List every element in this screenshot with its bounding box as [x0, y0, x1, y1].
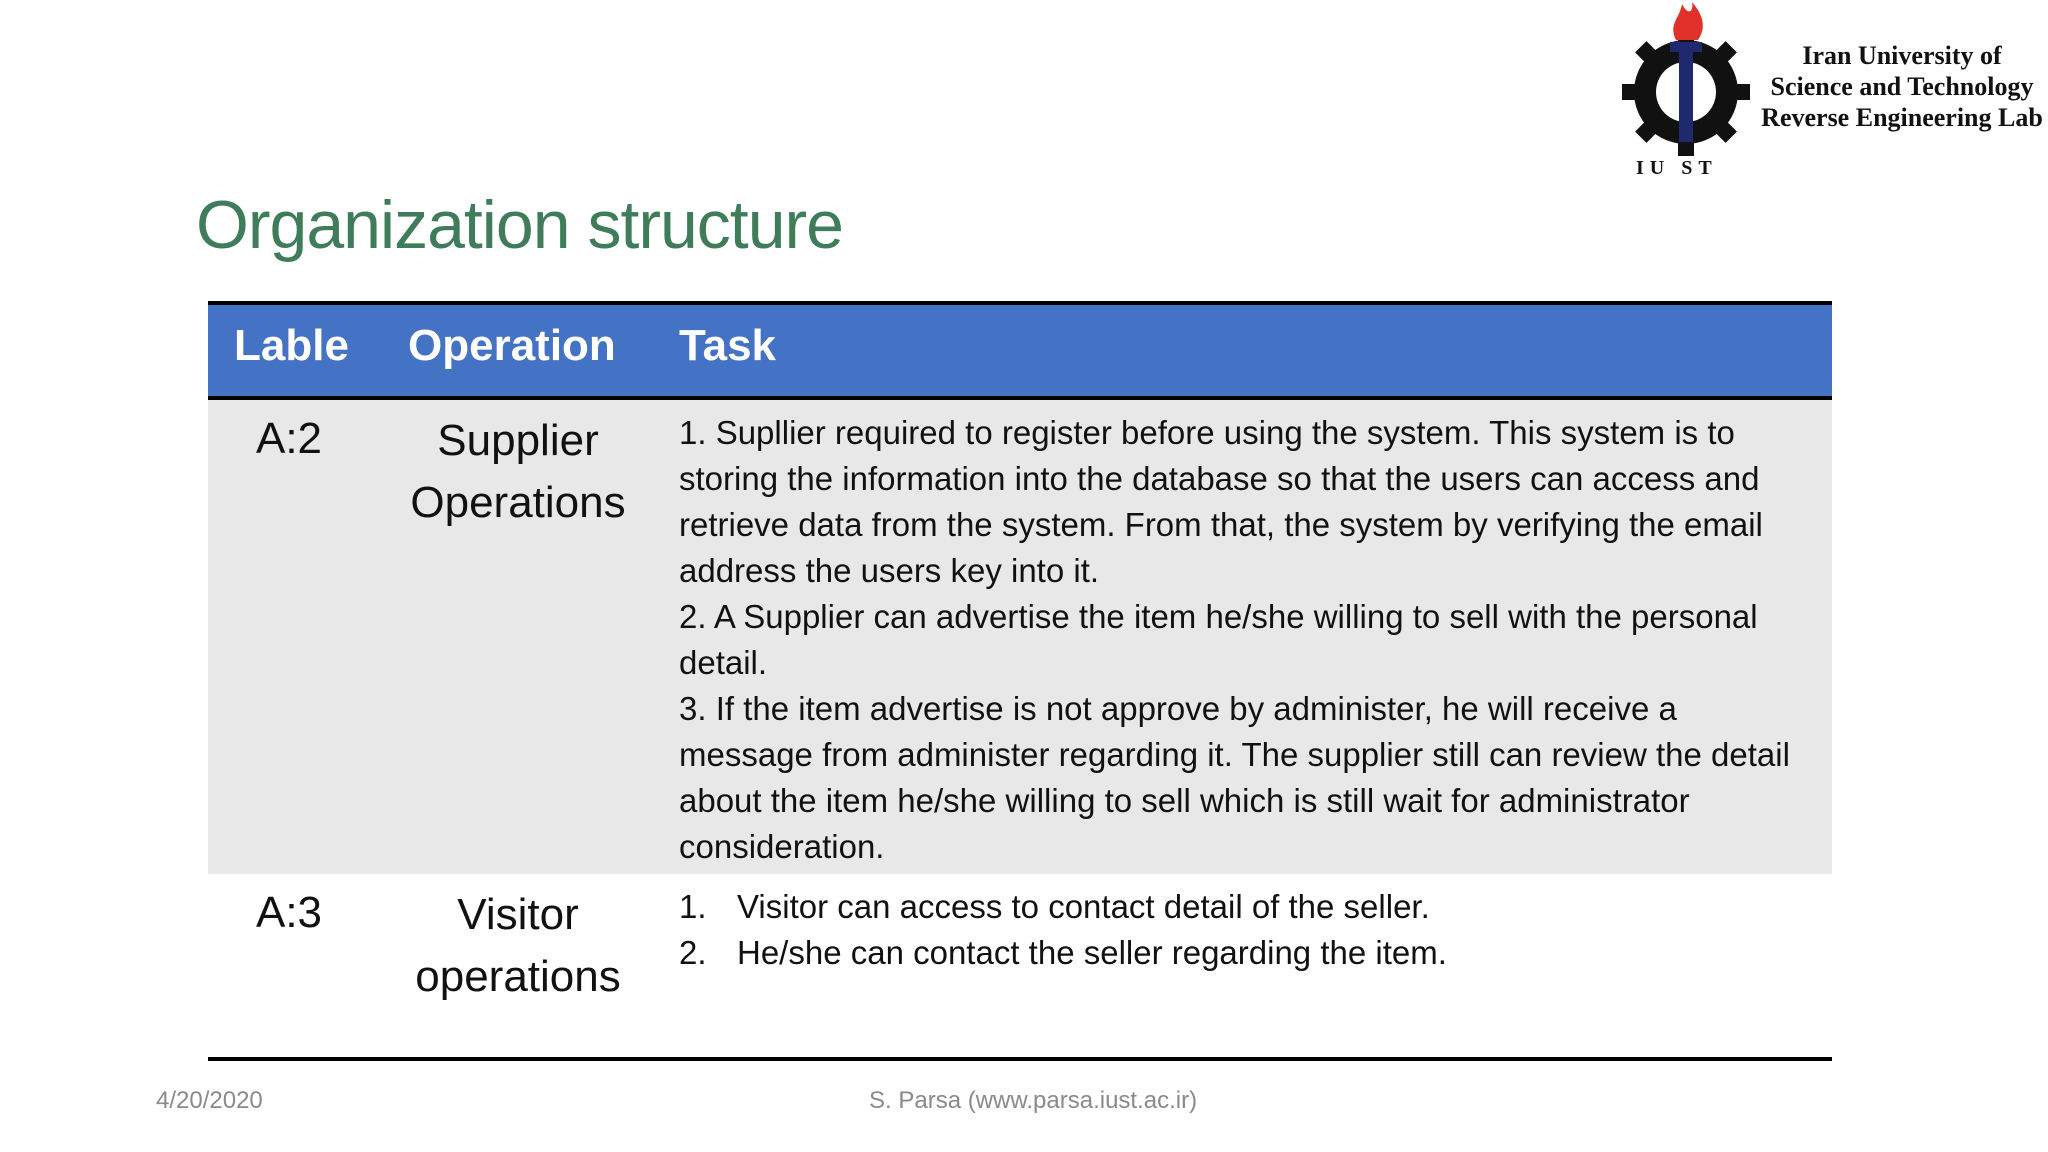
row-operation [383, 884, 653, 1008]
row-label: A:3 [255, 888, 323, 937]
logo-line-1: Iran University of [1802, 41, 2002, 70]
task-paragraph: 1. Supllier required to register before using the system. This system is to storing the information into the database so that the users can access and retrieve data from the system. From that, the system by verifying the email address the users key into it. [679, 414, 1763, 589]
table-header-row [208, 301, 1832, 400]
task-paragraph: 3. If the item advertise is not approve by administer, he will receive a message from administer regarding it. The supplier still can review the detail about the item he/she willing to sell which is still wait for administrator consideration. [679, 690, 1790, 865]
slide-title: Organization structure [196, 187, 843, 263]
footer-date: 4/20/2020 [156, 1087, 263, 1114]
university-logo [1618, 2, 2048, 182]
table-row [208, 874, 1832, 1061]
operation-line: operations [415, 952, 621, 1001]
logo-line-3: Reverse Engineering Lab [1761, 103, 2043, 132]
operation-line: Visitor [457, 890, 579, 939]
row-task [679, 884, 1819, 976]
table-row [208, 400, 1832, 874]
gear-torch-emblem-icon [1618, 2, 1754, 182]
row-label: A:2 [255, 414, 323, 463]
row-operation [383, 410, 653, 534]
task-item-number: 1. [679, 888, 707, 925]
task-item-text: He/she can contact the seller regarding the item. [737, 934, 1447, 971]
header-label: Lable [234, 321, 349, 370]
operation-line: Supplier [437, 416, 599, 465]
task-item-text: Visitor can access to contact detail of the seller. [737, 888, 1430, 925]
organization-table [208, 301, 1832, 1061]
task-list-item [679, 930, 1819, 976]
footer-author: S. Parsa (www.parsa.iust.ac.ir) [869, 1087, 1198, 1114]
task-paragraph: 2. A Supplier can advertise the item he/she willing to sell with the personal detail. [679, 598, 1758, 681]
header-task: Task [679, 321, 777, 370]
header-operation: Operation [408, 321, 616, 370]
logo-text [1752, 40, 2048, 133]
svg-text:IU ST: IU ST [1636, 157, 1718, 179]
row-task [679, 410, 1819, 870]
operation-line: Operations [410, 478, 626, 527]
task-list-item [679, 884, 1819, 930]
task-item-number: 2. [679, 934, 707, 971]
logo-line-2: Science and Technology [1770, 72, 2034, 101]
